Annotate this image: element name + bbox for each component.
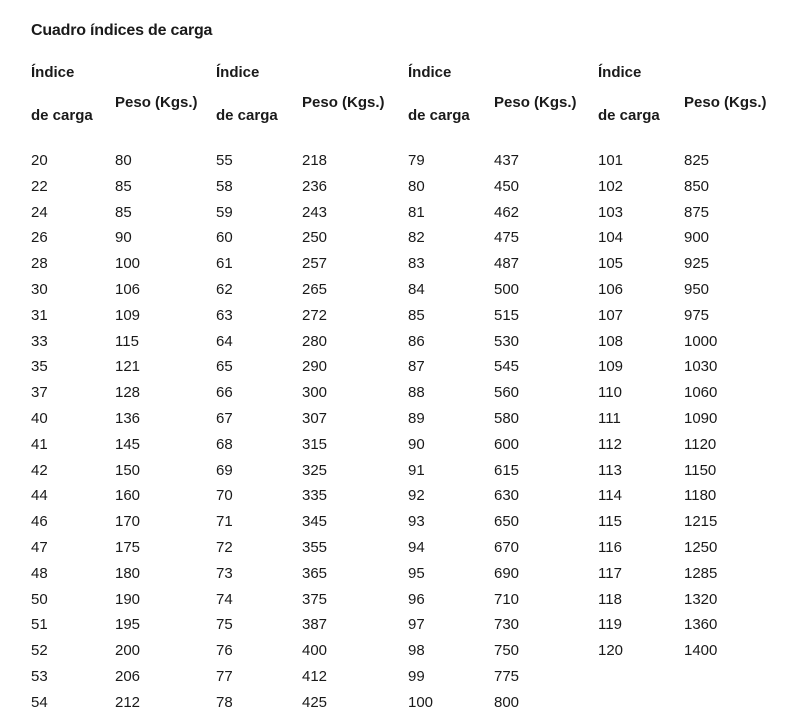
load-index-cell: 40 <box>31 409 48 427</box>
load-index-cell: 88 <box>408 384 425 402</box>
load-index-cell: 73 <box>216 564 233 582</box>
weight-cell: 875 <box>684 203 710 221</box>
weight-cell: 300 <box>302 384 328 402</box>
weight-cell: 136 <box>115 409 141 427</box>
load-index-cell: 83 <box>408 255 425 273</box>
weight-cell: 375 <box>302 590 328 608</box>
load-index-cell: 52 <box>31 642 48 660</box>
load-index-cell: 97 <box>408 616 425 634</box>
load-index-cell: 89 <box>408 409 425 427</box>
load-index-cell: 92 <box>408 487 425 505</box>
load-index-cell: 67 <box>216 409 233 427</box>
load-index-cell: 47 <box>31 538 48 556</box>
load-index-cell: 55 <box>216 152 233 169</box>
column-header-index-sub: de carga <box>216 107 278 124</box>
load-index-cell: 61 <box>216 255 233 273</box>
weight-cell: 80 <box>115 152 132 169</box>
weight-cell: 670 <box>494 538 520 556</box>
load-index-cell: 90 <box>408 435 425 453</box>
load-index-cell: 64 <box>216 332 233 350</box>
load-index-cell: 31 <box>31 306 48 324</box>
load-index-cell: 109 <box>598 358 624 376</box>
weight-cell: 195 <box>115 616 141 634</box>
weight-cell: 580 <box>494 409 520 427</box>
load-index-cell: 24 <box>31 203 48 221</box>
weight-cell: 345 <box>302 513 328 531</box>
weight-cell: 190 <box>115 590 141 608</box>
load-index-cell: 100 <box>408 693 434 711</box>
weight-cell: 775 <box>494 667 520 685</box>
weight-cell: 236 <box>302 177 328 195</box>
weight-cell: 387 <box>302 616 328 634</box>
load-index-cell: 28 <box>31 255 48 273</box>
weight-cell: 925 <box>684 255 710 273</box>
load-index-cell: 76 <box>216 642 233 660</box>
weight-cell: 545 <box>494 358 520 376</box>
weight-cell: 600 <box>494 435 520 453</box>
column-header-index: Índice <box>31 64 75 81</box>
weight-cell: 530 <box>494 332 520 350</box>
load-index-cell: 44 <box>31 487 48 505</box>
weight-cell: 85 <box>115 203 132 221</box>
weight-cell: 250 <box>302 229 328 247</box>
weight-cell: 750 <box>494 642 520 660</box>
load-index-cell: 96 <box>408 590 425 608</box>
weight-cell: 487 <box>494 255 520 273</box>
weight-cell: 128 <box>115 384 141 402</box>
column-header-index-sub: de carga <box>408 107 470 124</box>
load-index-cell: 105 <box>598 255 624 273</box>
load-index-cell: 58 <box>216 177 233 195</box>
weight-cell: 206 <box>115 667 141 685</box>
weight-cell: 950 <box>684 280 710 298</box>
load-index-cell: 78 <box>216 693 233 711</box>
load-index-cell: 103 <box>598 203 624 221</box>
load-index-cell: 63 <box>216 306 233 324</box>
weight-cell: 212 <box>115 693 141 711</box>
column-header-index: Índice <box>216 64 260 81</box>
load-index-cell: 118 <box>598 590 622 608</box>
weight-cell: 850 <box>684 177 710 195</box>
weight-cell: 1060 <box>684 384 718 402</box>
weight-cell: 560 <box>494 384 520 402</box>
weight-cell: 290 <box>302 358 328 376</box>
load-index-cell: 69 <box>216 461 233 479</box>
weight-cell: 412 <box>302 667 328 685</box>
load-index-cell: 26 <box>31 229 48 247</box>
weight-cell: 730 <box>494 616 520 634</box>
weight-cell: 175 <box>115 538 141 556</box>
load-index-cell: 68 <box>216 435 233 453</box>
weight-cell: 1400 <box>684 642 718 660</box>
weight-cell: 500 <box>494 280 520 298</box>
weight-cell: 85 <box>115 177 132 195</box>
load-index-cell: 106 <box>598 280 624 298</box>
load-index-cell: 71 <box>216 513 233 531</box>
load-index-cell: 46 <box>31 513 48 531</box>
load-index-cell: 113 <box>598 461 622 479</box>
load-index-cell: 85 <box>408 306 425 324</box>
load-index-cell: 74 <box>216 590 233 608</box>
load-index-cell: 104 <box>598 229 624 247</box>
weight-cell: 800 <box>494 693 520 711</box>
load-index-cell: 107 <box>598 306 624 324</box>
load-index-cell: 59 <box>216 203 233 221</box>
weight-cell: 1215 <box>684 513 718 531</box>
column-header-index-sub: de carga <box>598 107 660 124</box>
load-index-cell: 51 <box>31 616 48 634</box>
weight-cell: 1030 <box>684 358 718 376</box>
column-header-weight: Peso (Kgs.) <box>302 94 385 111</box>
load-index-cell: 53 <box>31 667 48 685</box>
weight-cell: 650 <box>494 513 520 531</box>
load-index-cell: 99 <box>408 667 425 685</box>
weight-cell: 180 <box>115 564 141 582</box>
column-header-index: Índice <box>408 64 452 81</box>
column-header-index-sub: de carga <box>31 107 93 124</box>
weight-cell: 307 <box>302 409 328 427</box>
weight-cell: 365 <box>302 564 328 582</box>
weight-cell: 280 <box>302 332 328 350</box>
weight-cell: 425 <box>302 693 328 711</box>
load-index-cell: 54 <box>31 693 48 711</box>
weight-cell: 462 <box>494 203 520 221</box>
load-index-cell: 108 <box>598 332 624 350</box>
weight-cell: 90 <box>115 229 132 247</box>
weight-cell: 1000 <box>684 332 718 350</box>
load-index-cell: 102 <box>598 177 624 195</box>
load-index-cell: 98 <box>408 642 425 660</box>
load-index-cell: 30 <box>31 280 48 298</box>
weight-cell: 315 <box>302 435 328 453</box>
load-index-cell: 66 <box>216 384 233 402</box>
load-index-cell: 87 <box>408 358 425 376</box>
weight-cell: 710 <box>494 590 520 608</box>
weight-cell: 121 <box>115 358 141 376</box>
load-index-cell: 115 <box>598 513 622 531</box>
load-index-cell: 116 <box>598 538 622 556</box>
load-index-cell: 93 <box>408 513 425 531</box>
load-index-cell: 117 <box>598 564 622 582</box>
weight-cell: 1120 <box>684 435 717 453</box>
load-index-cell: 110 <box>598 384 622 402</box>
weight-cell: 630 <box>494 487 520 505</box>
load-index-cell: 80 <box>408 177 425 195</box>
load-index-cell: 86 <box>408 332 425 350</box>
weight-cell: 150 <box>115 461 141 479</box>
weight-cell: 170 <box>115 513 141 531</box>
load-index-cell: 111 <box>598 409 621 427</box>
weight-cell: 1285 <box>684 564 718 582</box>
column-header-weight: Peso (Kgs.) <box>115 94 198 111</box>
weight-cell: 145 <box>115 435 141 453</box>
weight-cell: 900 <box>684 229 710 247</box>
load-index-cell: 101 <box>598 152 624 169</box>
weight-cell: 109 <box>115 306 141 324</box>
weight-cell: 1180 <box>684 487 717 505</box>
weight-cell: 1150 <box>684 461 717 479</box>
load-index-cell: 50 <box>31 590 48 608</box>
load-index-cell: 22 <box>31 177 48 195</box>
weight-cell: 325 <box>302 461 328 479</box>
weight-cell: 335 <box>302 487 328 505</box>
load-index-cell: 84 <box>408 280 425 298</box>
weight-cell: 1320 <box>684 590 718 608</box>
weight-cell: 355 <box>302 538 328 556</box>
load-index-cell: 81 <box>408 203 425 221</box>
load-index-cell: 82 <box>408 229 425 247</box>
page-title: Cuadro índices de carga <box>31 22 213 39</box>
load-index-cell: 33 <box>31 332 48 350</box>
column-header-index: Índice <box>598 64 642 81</box>
load-index-cell: 35 <box>31 358 48 376</box>
weight-cell: 100 <box>115 255 141 273</box>
load-index-cell: 77 <box>216 667 233 685</box>
weight-cell: 1090 <box>684 409 718 427</box>
load-index-cell: 37 <box>31 384 48 402</box>
load-index-cell: 95 <box>408 564 425 582</box>
weight-cell: 475 <box>494 229 520 247</box>
weight-cell: 690 <box>494 564 520 582</box>
weight-cell: 160 <box>115 487 141 505</box>
weight-cell: 400 <box>302 642 328 660</box>
load-index-cell: 119 <box>598 616 622 634</box>
weight-cell: 825 <box>684 152 710 169</box>
weight-cell: 975 <box>684 306 710 324</box>
load-index-cell: 114 <box>598 487 622 505</box>
weight-cell: 437 <box>494 152 520 169</box>
weight-cell: 515 <box>494 306 520 324</box>
load-index-cell: 112 <box>598 435 622 453</box>
load-index-cell: 20 <box>31 152 48 169</box>
column-header-weight: Peso (Kgs.) <box>684 94 767 111</box>
load-index-cell: 79 <box>408 152 425 169</box>
weight-cell: 272 <box>302 306 328 324</box>
weight-cell: 257 <box>302 255 328 273</box>
load-index-cell: 65 <box>216 358 233 376</box>
load-index-cell: 94 <box>408 538 425 556</box>
weight-cell: 115 <box>115 332 139 350</box>
weight-cell: 200 <box>115 642 141 660</box>
weight-cell: 243 <box>302 203 328 221</box>
weight-cell: 1360 <box>684 616 718 634</box>
load-index-cell: 62 <box>216 280 233 298</box>
load-index-cell: 42 <box>31 461 48 479</box>
load-index-cell: 120 <box>598 642 624 660</box>
weight-cell: 1250 <box>684 538 718 556</box>
weight-cell: 218 <box>302 152 328 169</box>
column-header-weight: Peso (Kgs.) <box>494 94 577 111</box>
load-index-cell: 41 <box>31 435 48 453</box>
load-index-cell: 72 <box>216 538 233 556</box>
weight-cell: 615 <box>494 461 520 479</box>
load-index-cell: 70 <box>216 487 233 505</box>
weight-cell: 265 <box>302 280 328 298</box>
load-index-cell: 60 <box>216 229 233 247</box>
load-index-cell: 75 <box>216 616 233 634</box>
load-index-cell: 91 <box>408 461 425 479</box>
load-index-cell: 48 <box>31 564 48 582</box>
weight-cell: 450 <box>494 177 520 195</box>
weight-cell: 106 <box>115 280 141 298</box>
